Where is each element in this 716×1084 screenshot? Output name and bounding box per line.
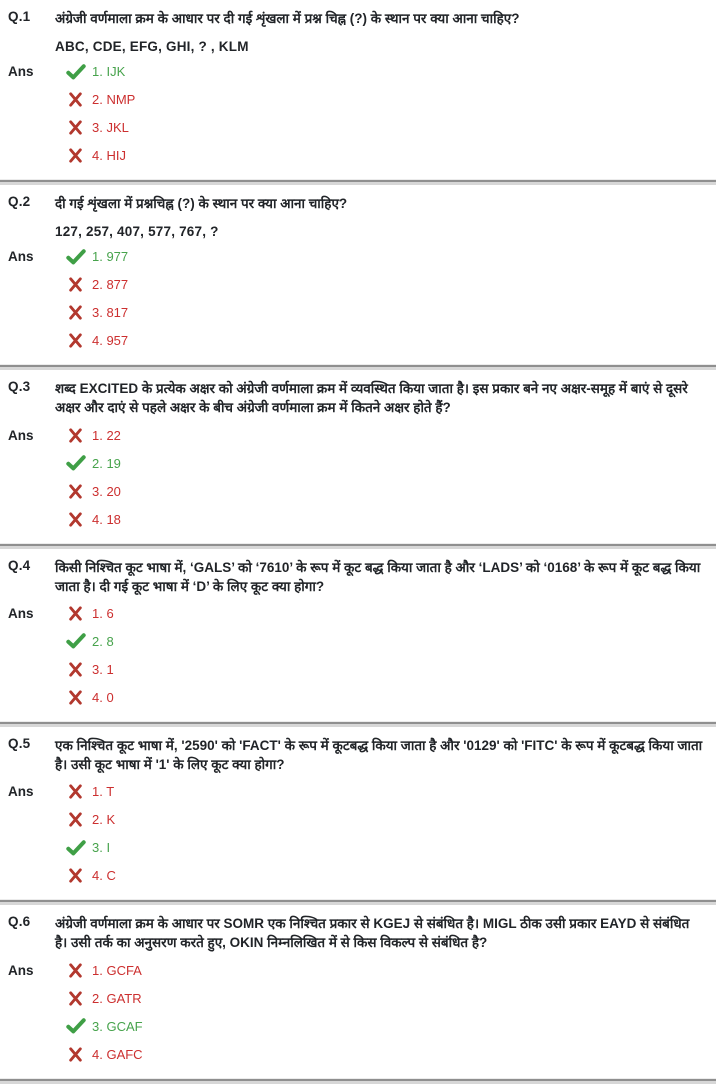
question-number: Q.2 [8,194,31,210]
question-number: Q.6 [8,914,31,930]
question-number: Q.4 [8,557,31,573]
wrong-x-icon [65,92,86,107]
answer-option [65,811,116,828]
wrong-x-icon [65,991,86,1006]
option-label: 1. 6 [92,605,114,621]
wrong-x-icon [65,148,86,163]
correct-check-icon [65,455,86,471]
answer-option [65,1046,143,1063]
answer-label: Ans [8,64,34,80]
wrong-x-icon [65,662,86,677]
answer-label: Ans [8,784,34,800]
option-label: 1. 977 [92,249,129,265]
option-label: 2. NMP [92,92,136,108]
question-separator [0,1078,716,1084]
option-label: 3. GCAF [92,1018,143,1034]
question-row [8,379,704,417]
question-text: अंग्रेजी वर्णमाला क्रम के आधार पर दी गई शृंखला में प्रश्न चिह्न (?) के स्थान पर क्या आना चाहिए? [55,11,520,26]
options-list [65,783,116,884]
option-label: 1. IJK [92,64,126,80]
option-label: 2. K [92,812,116,828]
answer-row [8,248,704,349]
wrong-x-icon [65,690,86,705]
question-block [0,905,716,1083]
answer-row [8,962,704,1063]
wrong-x-icon [65,428,86,443]
question-row [8,9,704,28]
answer-option [65,962,143,979]
correct-check-icon [65,64,86,80]
answer-option [65,63,135,80]
question-number: Q.5 [8,735,31,751]
options-list [65,962,143,1063]
answer-row [8,427,704,528]
answer-label: Ans [8,249,34,265]
wrong-x-icon [65,484,86,499]
question-block [0,370,716,548]
options-list [65,248,128,349]
question-series: 127, 257, 407, 577, 767, ? [55,224,219,240]
answer-option [65,511,121,528]
answer-option [65,839,116,856]
correct-check-icon [65,633,86,649]
option-label: 4. C [92,868,116,884]
answer-option [65,867,116,884]
option-label: 3. 817 [92,305,129,321]
option-label: 2. GATR [92,990,142,1006]
answer-option [65,633,114,650]
wrong-x-icon [65,305,86,320]
answer-option [65,783,116,800]
option-label: 2. 19 [92,455,121,471]
answer-option [65,455,121,472]
question-row [8,736,704,774]
option-label: 3. 20 [92,483,121,499]
answer-label: Ans [8,605,34,621]
answer-option [65,91,135,108]
question-number: Q.3 [8,379,31,395]
answer-option [65,1018,143,1035]
question-series: ABC, CDE, EFG, GHI, ? , KLM [55,39,249,55]
wrong-x-icon [65,606,86,621]
option-label: 4. GAFC [92,1046,143,1062]
answer-option [65,689,114,706]
answer-option [65,304,128,321]
wrong-x-icon [65,120,86,135]
option-label: 4. 0 [92,689,114,705]
wrong-x-icon [65,963,86,978]
wrong-x-icon [65,1047,86,1062]
question-block [0,549,716,727]
option-label: 1. 22 [92,427,121,443]
option-label: 4. 18 [92,511,121,527]
wrong-x-icon [65,277,86,292]
answer-label: Ans [8,962,34,978]
option-label: 1. GCFA [92,962,142,978]
answer-option [65,605,114,622]
correct-check-icon [65,840,86,856]
answer-row [8,605,704,706]
wrong-x-icon [65,868,86,883]
correct-check-icon [65,1018,86,1034]
options-list [65,427,121,528]
question-block [0,0,716,185]
option-label: 2. 877 [92,277,129,293]
wrong-x-icon [65,812,86,827]
wrong-x-icon [65,512,86,527]
answer-option [65,990,143,1007]
option-label: 4. 957 [92,333,129,349]
option-label: 4. HIJ [92,148,126,164]
question-row [8,558,704,596]
option-label: 3. I [92,840,111,856]
question-text: शब्द EXCITED के प्रत्येक अक्षर को अंग्रेजी वर्णमाला क्रम में व्यवस्थित किया जाता है। इस प्रकार बने नए अक्षर-समूह में बाएं से दूसरे अक्षर और दाएं से पहले अक्षर के बीच अंग्रेजी वर्णमाला क्रम में कितने अक्षर होते हैं? [55,381,688,416]
wrong-x-icon [65,333,86,348]
options-list [65,63,135,164]
option-label: 2. 8 [92,633,114,649]
question-row [8,194,704,213]
question-text: अंग्रेजी वर्णमाला क्रम के आधार पर SOMR एक निश्चित प्रकार से KGEJ से संबंधित है। MIGL ठीक उसी प्रकार EAYD से संबंधित है। उसी तर्क का अनुसरण करते हुए, OKIN निम्नलिखित में से किस विकल्प से संबंधित है? [55,916,690,951]
answer-label: Ans [8,427,34,443]
answer-row [8,63,704,164]
answer-option [65,147,135,164]
correct-check-icon [65,249,86,265]
option-label: 1. T [92,784,115,800]
question-number: Q.1 [8,9,31,24]
answer-option [65,483,121,500]
question-row [8,914,704,952]
answer-option [65,661,114,678]
answer-row [8,783,704,884]
question-text: किसी निश्चित कूट भाषा में, ‘GALS’ को ‘7610’ के रूप में कूट बद्ध किया जाता है और ‘LADS’ को ‘0168’ के रूप में कूट बद्ध किया जाता है। दी गई कूट भाषा में ‘D’ के लिए कूट क्या होगा? [55,559,701,594]
option-label: 3. 1 [92,661,114,677]
answer-option [65,276,128,293]
question-block [0,727,716,905]
answer-option [65,427,121,444]
answer-option [65,248,128,265]
question-text: एक निश्चित कूट भाषा में, '2590' को 'FACT' के रूप में कूटबद्ध किया जाता है और '0129' को 'FITC' के रूप में कूटबद्ध किया जाता है। उसी कूट भाषा में '1' के लिए कूट क्या होगा? [55,737,703,773]
option-label: 3. JKL [92,120,129,136]
question-text: दी गई शृंखला में प्रश्नचिह्न (?) के स्थान पर क्या आना चाहिए? [55,196,348,212]
options-list [65,605,114,706]
answer-option [65,332,128,349]
question-block [0,185,716,370]
answer-option [65,119,135,136]
wrong-x-icon [65,784,86,799]
